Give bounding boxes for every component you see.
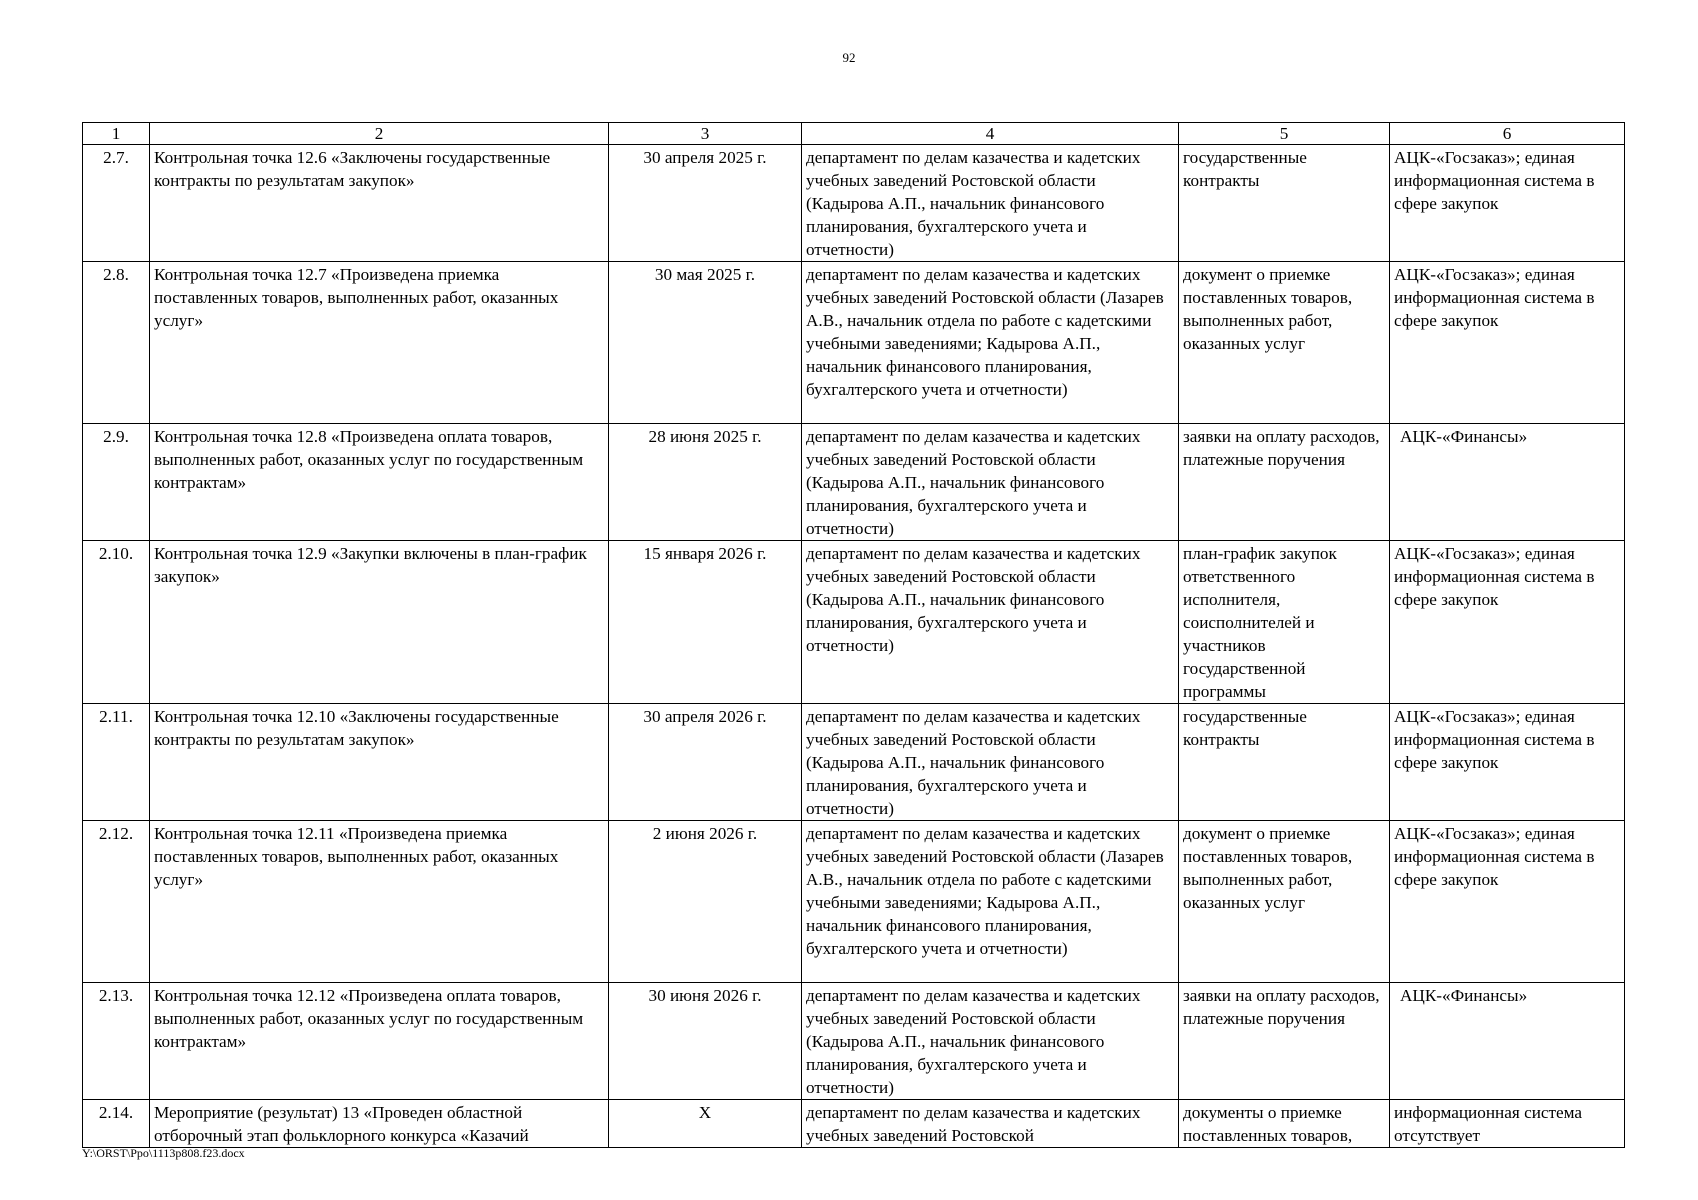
row-number: 2.11. xyxy=(83,704,150,821)
table-row xyxy=(83,262,1625,424)
due-date: 30 апреля 2025 г. xyxy=(609,145,802,262)
row-number: 2.7. xyxy=(83,145,150,262)
confirming-document: заявки на оплату расходов, платежные поручения xyxy=(1179,983,1390,1100)
event-name: Контрольная точка 12.11 «Произведена приемка поставленных товаров, выполненных работ, оказанных услуг» xyxy=(150,821,609,983)
table-row xyxy=(83,821,1625,983)
information-system: АЦК-«Финансы» xyxy=(1390,424,1625,541)
information-system: АЦК-«Госзаказ»; единая информационная система в сфере закупок xyxy=(1390,541,1625,704)
confirming-document: государственные контракты xyxy=(1179,704,1390,821)
footer-file-path: Y:\ORST\Ppo\1113p808.f23.docx xyxy=(82,1146,245,1160)
row-number: 2.8. xyxy=(83,262,150,424)
event-name: Контрольная точка 12.6 «Заключены государственные контракты по результатам закупок» xyxy=(150,145,609,262)
table-header-row xyxy=(83,123,1625,145)
confirming-document: документы о приемке поставленных товаров, xyxy=(1179,1100,1390,1148)
due-date: 28 июня 2025 г. xyxy=(609,424,802,541)
responsible: департамент по делам казачества и кадетских учебных заведений Ростовской области (Кадырова А.П., начальник финансового планирования, бухгалтерского учета и отчетности) xyxy=(802,704,1179,821)
information-system: АЦК-«Госзаказ»; единая информационная система в сфере закупок xyxy=(1390,145,1625,262)
information-system: информационная система отсутствует xyxy=(1390,1100,1625,1148)
due-date: 15 января 2026 г. xyxy=(609,541,802,704)
responsible: департамент по делам казачества и кадетских учебных заведений Ростовской области (Кадырова А.П., начальник финансового планирования, бухгалтерского учета и отчетности) xyxy=(802,145,1179,262)
due-date: 30 мая 2025 г. xyxy=(609,262,802,424)
responsible: департамент по делам казачества и кадетских учебных заведений Ростовской области (Кадырова А.П., начальник финансового планирования, бухгалтерского учета и отчетности) xyxy=(802,424,1179,541)
responsible: департамент по делам казачества и кадетских учебных заведений Ростовской xyxy=(802,1100,1179,1148)
row-number: 2.9. xyxy=(83,424,150,541)
header-cell-5: 5 xyxy=(1179,123,1390,145)
information-system: АЦК-«Госзаказ»; единая информационная система в сфере закупок xyxy=(1390,821,1625,983)
responsible: департамент по делам казачества и кадетских учебных заведений Ростовской области (Лазарев А.В., начальник отдела по работе с кадетскими учебными заведениями; Кадырова А.П., начальник финансового планирования, бухгалтерского учета и отчетности) xyxy=(802,262,1179,424)
due-date: Х xyxy=(609,1100,802,1148)
confirming-document: план-график закупок ответственного исполнителя, соисполнителей и участников государственной программы xyxy=(1179,541,1390,704)
control-points-table xyxy=(82,122,1625,1148)
row-number: 2.13. xyxy=(83,983,150,1100)
row-number: 2.10. xyxy=(83,541,150,704)
event-name: Контрольная точка 12.12 «Произведена оплата товаров, выполненных работ, оказанных услуг по государственным контрактам» xyxy=(150,983,609,1100)
header-cell-6: 6 xyxy=(1390,123,1625,145)
header-cell-1: 1 xyxy=(83,123,150,145)
responsible: департамент по делам казачества и кадетских учебных заведений Ростовской области (Кадырова А.П., начальник финансового планирования, бухгалтерского учета и отчетности) xyxy=(802,983,1179,1100)
information-system: АЦК-«Финансы» xyxy=(1390,983,1625,1100)
confirming-document: документ о приемке поставленных товаров, выполненных работ, оказанных услуг xyxy=(1179,821,1390,983)
event-name: Контрольная точка 12.8 «Произведена оплата товаров, выполненных работ, оказанных услуг по государственным контрактам» xyxy=(150,424,609,541)
information-system: АЦК-«Госзаказ»; единая информационная система в сфере закупок xyxy=(1390,704,1625,821)
table-row xyxy=(83,424,1625,541)
row-number: 2.14. xyxy=(83,1100,150,1148)
responsible: департамент по делам казачества и кадетских учебных заведений Ростовской области (Кадырова А.П., начальник финансового планирования, бухгалтерского учета и отчетности) xyxy=(802,541,1179,704)
event-name: Контрольная точка 12.9 «Закупки включены в план-график закупок» xyxy=(150,541,609,704)
header-cell-4: 4 xyxy=(802,123,1179,145)
table-row xyxy=(83,541,1625,704)
due-date: 2 июня 2026 г. xyxy=(609,821,802,983)
due-date: 30 апреля 2026 г. xyxy=(609,704,802,821)
table-row xyxy=(83,704,1625,821)
confirming-document: заявки на оплату расходов, платежные поручения xyxy=(1179,424,1390,541)
information-system: АЦК-«Госзаказ»; единая информационная система в сфере закупок xyxy=(1390,262,1625,424)
page-number: 92 xyxy=(842,50,856,65)
table-row xyxy=(83,145,1625,262)
table-row xyxy=(83,983,1625,1100)
header-cell-2: 2 xyxy=(150,123,609,145)
due-date: 30 июня 2026 г. xyxy=(609,983,802,1100)
table-row xyxy=(83,1100,1625,1148)
confirming-document: государственные контракты xyxy=(1179,145,1390,262)
event-name: Контрольная точка 12.7 «Произведена приемка поставленных товаров, выполненных работ, оказанных услуг» xyxy=(150,262,609,424)
confirming-document: документ о приемке поставленных товаров, выполненных работ, оказанных услуг xyxy=(1179,262,1390,424)
responsible: департамент по делам казачества и кадетских учебных заведений Ростовской области (Лазарев А.В., начальник отдела по работе с кадетскими учебными заведениями; Кадырова А.П., начальник финансового планирования, бухгалтерского учета и отчетности) xyxy=(802,821,1179,983)
row-number: 2.12. xyxy=(83,821,150,983)
header-cell-3: 3 xyxy=(609,123,802,145)
event-name: Мероприятие (результат) 13 «Проведен областной отборочный этап фольклорного конкурса «Казачий xyxy=(150,1100,609,1148)
event-name: Контрольная точка 12.10 «Заключены государственные контракты по результатам закупок» xyxy=(150,704,609,821)
